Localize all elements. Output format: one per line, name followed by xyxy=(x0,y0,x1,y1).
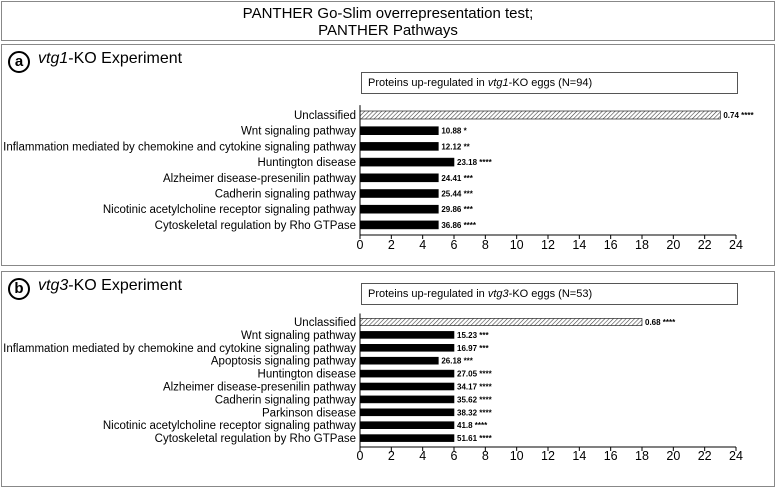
panel-b-bar xyxy=(360,383,454,390)
panel-b-x-tick-label: 2 xyxy=(387,449,395,463)
panel-b-data-label: 51.61 **** xyxy=(457,434,492,444)
panel-a-bar xyxy=(360,221,438,229)
panel-a-x-tick-label: 18 xyxy=(635,238,649,252)
panel-b-category-label: Cadherin signaling pathway xyxy=(214,394,356,407)
panel-a-x-tick-label: 16 xyxy=(603,238,618,252)
panel-a-data-label: 29.86 *** xyxy=(441,205,473,215)
panel-a-x-tick-label: 8 xyxy=(481,238,489,252)
panel-a-category-label: Inflammation mediated by chemokine and cytokine signaling pathway xyxy=(3,141,356,154)
panel-b-data-label: 15.23 *** xyxy=(457,330,489,340)
panel-b-x-tick-label: 20 xyxy=(666,449,681,463)
panel-b-bar xyxy=(360,344,454,351)
panel-b-category-label: Inflammation mediated by chemokine and cytokine signaling pathway xyxy=(3,342,356,355)
panel-b-bar xyxy=(360,370,454,377)
panel-b-bar xyxy=(360,357,438,364)
panel-b-x-tick-label: 8 xyxy=(481,449,489,463)
panel-a-bar xyxy=(360,127,438,135)
panel-b-data-label: 38.32 **** xyxy=(457,408,492,418)
panel-b-bar xyxy=(360,319,642,326)
panel-b-chart xyxy=(2,272,774,486)
panel-a-bar xyxy=(360,174,438,182)
panel-a-label: a xyxy=(8,51,30,73)
panel-b-data-label: 27.05 **** xyxy=(457,369,492,379)
panel-b-legend-gene: vtg3 xyxy=(487,288,509,300)
panel-a-bar xyxy=(360,205,438,213)
panel-b-x-tick-label: 14 xyxy=(572,449,587,463)
panel-b-category-label: Nicotinic acetylcholine receptor signaling pathway xyxy=(102,420,356,433)
figure-title-box xyxy=(1,1,775,41)
panel-a-chart xyxy=(2,45,774,265)
panel-b-data-label: 35.62 **** xyxy=(457,395,492,405)
panel-a-gene: vtg1 xyxy=(38,50,69,67)
panel-a-x-tick-label: 10 xyxy=(509,238,524,252)
panel-b-category-label: Cytoskeletal regulation by Rho GTPase xyxy=(154,433,356,446)
panel-a-x-tick-label: 0 xyxy=(356,238,364,252)
panel-b-category-label: Alzheimer disease-presenilin pathway xyxy=(162,381,356,394)
panel-b-category-label: Wnt signaling pathway xyxy=(240,329,356,342)
panel-a-bar xyxy=(360,111,720,119)
panel-a-x-tick-label: 2 xyxy=(387,238,395,252)
panel-a-x-tick-label: 20 xyxy=(666,238,681,252)
panel-b-category-label: Parkinson disease xyxy=(262,407,356,420)
panel-a-data-label: 0.74 **** xyxy=(723,111,754,120)
panel-b-bar xyxy=(360,331,454,338)
panel-a-category-label: Alzheimer disease-presenilin pathway xyxy=(162,172,356,185)
panel-b-x-tick-label: 22 xyxy=(697,449,712,463)
panel-b-x-tick-label: 18 xyxy=(635,449,649,463)
panel-b-x-tick-label: 24 xyxy=(729,449,743,463)
panel-b-x-tick-label: 6 xyxy=(450,449,458,463)
panel-b-category-label: Unclassified xyxy=(294,317,356,329)
panel-a-x-tick-label: 6 xyxy=(450,238,458,252)
panel-a-data-label: 12.12 ** xyxy=(441,142,470,152)
panel-b-bar xyxy=(360,435,454,442)
panel-a-x-tick-label: 14 xyxy=(572,238,587,252)
panel-a-category-label: Cadherin signaling pathway xyxy=(214,188,356,201)
panel-a-category-label: Nicotinic acetylcholine receptor signaling pathway xyxy=(102,204,356,217)
panel-b-x-tick-label: 4 xyxy=(419,449,427,463)
panel-a-category-label: Wnt signaling pathway xyxy=(240,125,356,138)
panel-a-legend-prefix: Proteins up-regulated in xyxy=(368,77,488,89)
panel-a-data-label: 36.86 **** xyxy=(441,220,477,230)
panel-a-x-tick-label: 24 xyxy=(729,238,743,252)
panel-a-data-label: 24.41 *** xyxy=(441,173,473,183)
panel-a-x-tick-label: 4 xyxy=(419,238,427,252)
panel-b-data-label: 16.97 *** xyxy=(457,343,489,353)
panel-b-category-label: Apoptosis signaling pathway xyxy=(210,355,356,368)
panel-a-title-suffix: -KO Experiment xyxy=(68,50,183,67)
panel-b-bar xyxy=(360,409,454,416)
panel-b-legend-suffix: -KO eggs (N=53) xyxy=(508,288,593,300)
panel-b-x-tick-label: 12 xyxy=(541,449,555,463)
panel-b-data-label: 0.68 **** xyxy=(645,318,676,327)
panel-a-bar xyxy=(360,158,454,166)
panel-a-category-label: Cytoskeletal regulation by Rho GTPase xyxy=(154,219,356,232)
panel-a xyxy=(1,44,775,266)
panel-b-data-label: 26.18 *** xyxy=(441,356,473,366)
panel-a-data-label: 10.88 * xyxy=(441,126,467,136)
panel-a-category-label: Huntington disease xyxy=(257,157,356,170)
panel-a-legend-suffix: -KO eggs (N=94) xyxy=(508,77,593,89)
panel-b-title-suffix: -KO Experiment xyxy=(68,277,183,294)
panel-b-category-label: Huntington disease xyxy=(257,368,356,381)
figure-title-line2: PANTHER Pathways xyxy=(318,22,458,39)
panel-a-data-label: 23.18 **** xyxy=(457,158,492,168)
panel-b-x-tick-label: 10 xyxy=(509,449,524,463)
panel-b-x-tick-label: 16 xyxy=(603,449,618,463)
panel-b-data-label: 41.8 **** xyxy=(457,421,488,431)
panel-a-x-tick-label: 12 xyxy=(541,238,555,252)
panel-a-bar xyxy=(360,190,438,198)
panel-b-data-label: 34.17 **** xyxy=(457,382,492,392)
panel-b-bar xyxy=(360,422,454,429)
panel-b-label: b xyxy=(8,278,30,300)
panel-b-bar xyxy=(360,396,454,403)
figure-title-line1: PANTHER Go-Slim overrepresentation test; xyxy=(242,5,534,22)
panel-a-x-tick-label: 22 xyxy=(697,238,712,252)
panel-a-data-label: 25.44 *** xyxy=(441,189,473,199)
panel-a-bar xyxy=(360,142,438,150)
panel-a-legend-gene: vtg1 xyxy=(487,77,509,89)
panel-b xyxy=(1,271,775,487)
panel-b-x-tick-label: 0 xyxy=(356,449,364,463)
panel-a-category-label: Unclassified xyxy=(294,110,356,122)
panel-b-legend-prefix: Proteins up-regulated in xyxy=(368,288,488,300)
panel-b-gene: vtg3 xyxy=(38,277,69,294)
